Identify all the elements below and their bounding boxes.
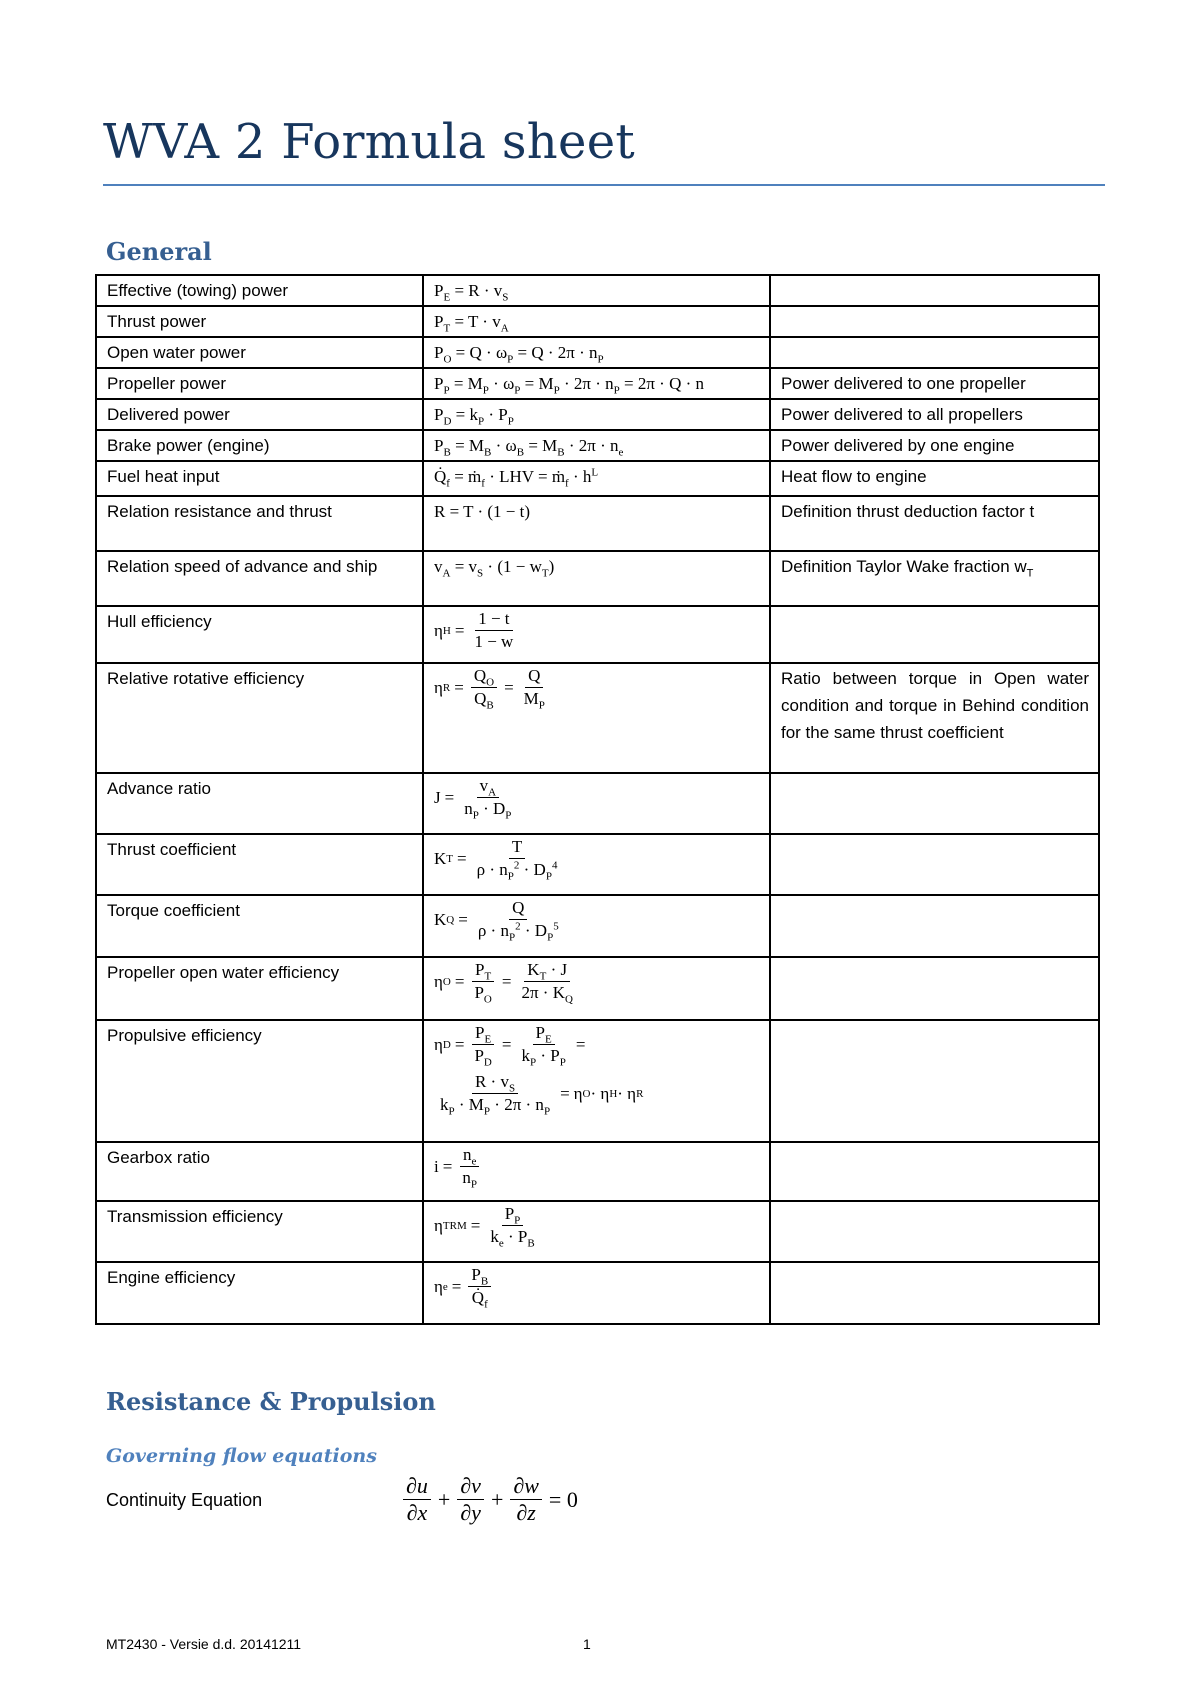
row-label: Open water power: [96, 337, 423, 368]
row-note: [770, 1262, 1099, 1324]
table-row: [96, 1201, 1099, 1262]
formula: K Q = $\frac{Q}{\rho \cdot n_P^2 \cdot D_P^5}$: [423, 895, 770, 957]
row-label: Transmission efficiency: [96, 1201, 423, 1262]
row-note: Power delivered to all propellers: [770, 399, 1099, 430]
row-label: Thrust coefficient: [96, 834, 423, 895]
table-row: [96, 606, 1099, 663]
row-label: Relation speed of advance and ship: [96, 551, 423, 606]
row-note: [770, 306, 1099, 337]
table-row: [96, 275, 1099, 306]
row-label: Brake power (engine): [96, 430, 423, 461]
title-underline: [103, 184, 1105, 186]
row-label: Thrust power: [96, 306, 423, 337]
row-label: Propeller open water efficiency: [96, 957, 423, 1020]
subheading-flow-equations: Governing flow equations: [106, 1445, 377, 1467]
section-heading-resistance: Resistance & Propulsion: [106, 1387, 436, 1416]
row-note: [770, 606, 1099, 663]
table-row: [96, 430, 1099, 461]
formula: $P_B = M_B \cdot \omega_B = M_B \cdot 2\pi \cdot n_e$: [423, 430, 770, 461]
row-note: Ratio between torque in Open water condition and torque in Behind condition for the same thrust coefficient: [770, 663, 1099, 773]
formula: $P_O = Q \cdot \omega_P = Q \cdot 2\pi \cdot n_P$: [423, 337, 770, 368]
row-label: Relative rotative efficiency: [96, 663, 423, 773]
row-label: Delivered power: [96, 399, 423, 430]
continuity-label: Continuity Equation: [106, 1490, 263, 1510]
row-label: Advance ratio: [96, 773, 423, 834]
row-note: [770, 895, 1099, 957]
table-row: [96, 337, 1099, 368]
row-label: Hull efficiency: [96, 606, 423, 663]
row-note: [770, 773, 1099, 834]
table-row: [96, 957, 1099, 1020]
formula: K T = $\frac{T}{\rho \cdot n_P^2 \cdot D_P^4}$: [423, 834, 770, 895]
row-note: [770, 1201, 1099, 1262]
table-row: [96, 773, 1099, 834]
row-note: Power delivered by one engine: [770, 430, 1099, 461]
row-label: Gearbox ratio: [96, 1142, 423, 1201]
row-note: Definition Taylor Wake fraction $w_T$: [770, 551, 1099, 606]
table-row: [96, 1020, 1099, 1142]
row-note: [770, 1020, 1099, 1142]
table-row: [96, 461, 1099, 496]
row-label: Torque coefficient: [96, 895, 423, 957]
formula: J = $\frac{v_A}{n_P \cdot D_P}$: [423, 773, 770, 834]
table-row: [96, 306, 1099, 337]
row-label: Fuel heat input: [96, 461, 423, 496]
table-row: [96, 399, 1099, 430]
row-label: Effective (towing) power: [96, 275, 423, 306]
formula: η H = $\frac{1 - t}{1 - w}$: [423, 606, 770, 663]
footer-version: MT2430 - Versie d.d. 20141211: [106, 1636, 302, 1652]
table-row: [96, 496, 1099, 551]
row-note: [770, 275, 1099, 306]
row-note: [770, 1142, 1099, 1201]
section-heading-general: General: [106, 237, 212, 266]
page-number: 1: [583, 1636, 591, 1652]
row-label: Propulsive efficiency: [96, 1020, 423, 1142]
row-label: Relation resistance and thrust: [96, 496, 423, 551]
formula: η D = $\frac{P_E}{P_D}$ = $\frac{P_E}{k_P \cdot P_P}$ = $\frac{R \cdot v_S}{k_P \cdot M_P \cdot 2\pi \cdot n_P}$ = η O · η H · η R: [423, 1020, 770, 1142]
row-note: [770, 957, 1099, 1020]
formula: R = T · (1 − t): [423, 496, 770, 551]
row-note: Heat flow to engine: [770, 461, 1099, 496]
formula: η e = $\frac{P_B}{Q̇_f}$: [423, 1262, 770, 1324]
row-label: Propeller power: [96, 368, 423, 399]
formula: $P_E = R \cdot v_S$: [423, 275, 770, 306]
formula: $P_P = M_P \cdot \omega_P = M_P \cdot 2\pi \cdot n_P = 2\pi \cdot Q \cdot n$: [423, 368, 770, 399]
formula: η TRM = $\frac{P_P}{k_e \cdot P_B}$: [423, 1201, 770, 1262]
table-row: [96, 1262, 1099, 1324]
table-row: [96, 895, 1099, 957]
formula: $v_A = v_S \cdot (1 - w_T)$: [423, 551, 770, 606]
formula-table: [95, 274, 1100, 1325]
table-row: [96, 834, 1099, 895]
table-row: [96, 551, 1099, 606]
row-label: Engine efficiency: [96, 1262, 423, 1324]
table-row: [96, 663, 1099, 773]
table-row: [96, 1142, 1099, 1201]
row-note: [770, 337, 1099, 368]
table-row: [96, 368, 1099, 399]
row-note: [770, 834, 1099, 895]
row-note: Power delivered to one propeller: [770, 368, 1099, 399]
formula: i = $\frac{n_e}{n_P}$: [423, 1142, 770, 1201]
formula: η R = $\frac{Q_O}{Q_B}$ = $\frac{Q}{M_P}$: [423, 663, 770, 773]
formula: $P_D = k_P \cdot P_P$: [423, 399, 770, 430]
page-title: WVA 2 Formula sheet: [103, 114, 635, 170]
continuity-equation: $\frac{\partial u}{\partial x}$ + $\frac{\partial v}{\partial y}$ + $\frac{\partial w}{\partial z}$ = 0: [400, 1473, 582, 1526]
formula: $P_T = T \cdot v_A$: [423, 306, 770, 337]
row-note: Definition thrust deduction factor t: [770, 496, 1099, 551]
formula: η O = $\frac{P_T}{P_O}$ = $\frac{K_T \cdot J}{2\pi \cdot K_Q}$: [423, 957, 770, 1020]
formula: $Q̇_f$ = ṁ$_f$ · LHV = ṁ$_f$ · $h^L$: [423, 461, 770, 496]
